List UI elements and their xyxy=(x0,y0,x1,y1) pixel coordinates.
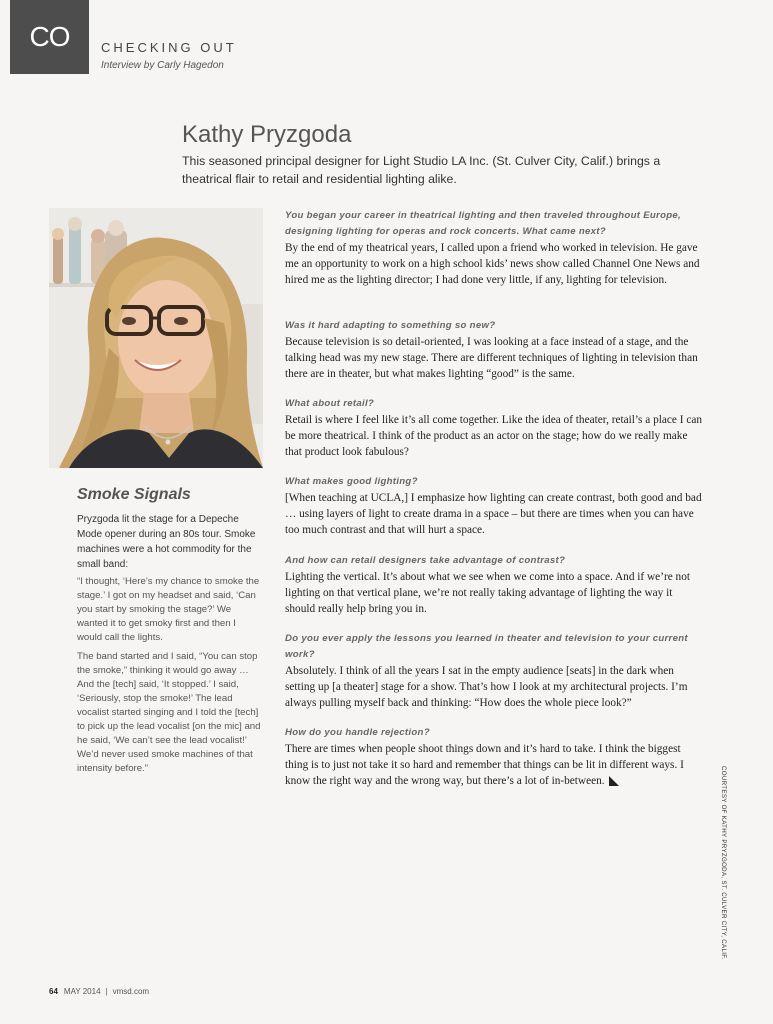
question: And how can retail designers take advantage of contrast? xyxy=(285,555,566,566)
answer: By the end of my theatrical years, I called upon a friend who worked in television. He gave me an opportunity to work on a high school kids’ news show called Channel One News and hired me as the lighting director; I had done very little, if any, lighting for television. xyxy=(285,242,700,286)
answer: Because television is so detail-oriented, I was looking at a face instead of a stage, and the talking head was my new stage. There are different techniques of lighting in television than there are in theater, but what makes lighting “good” is the same. xyxy=(285,336,698,380)
question: What about retail? xyxy=(285,398,375,409)
sidebar-paragraph-1: “I thought, ‘Here’s my chance to smoke the stage.’ I got on my headset and said, ‘Can you start by smoking the stage?’ We wanted it to get smoky first and then I would call the lights. xyxy=(77,576,260,643)
question: Was it hard adapting to something so new? xyxy=(285,320,496,331)
qa-item xyxy=(285,474,705,538)
end-mark-icon xyxy=(609,776,619,786)
answer: There are times when people shoot things down and it’s hard to take. I think the biggest thing is to just not take it so hard and remember that things can be lit in different ways. I know the right way and the wrong way, but there’s a lot of in-between. xyxy=(285,743,684,787)
photo-credit: COURTESY OF KATHY PRYZGODA, ST. CULVER CITY, CALIF. xyxy=(720,766,727,960)
answer: Retail is where I feel like it’s all come together. Like the idea of theater, retail’s a place I can be more theatrical. I think of the product as an actor on the stage; how do we really make that product look fabulous? xyxy=(285,414,703,458)
issue-date: MAY 2014 xyxy=(63,987,101,996)
question: You began your career in theatrical lighting and then traveled throughout Europe, designing lighting for operas and rock concerts. What came next? xyxy=(285,210,682,237)
question: Do you ever apply the lessons you learned in theater and television to your current work? xyxy=(285,633,688,660)
qa-item xyxy=(285,318,705,382)
qa-item xyxy=(285,208,705,288)
sidebar-title: Smoke Signals xyxy=(77,486,191,503)
article-title: Kathy Pryzgoda xyxy=(182,121,352,148)
question: What makes good lighting? xyxy=(285,476,418,487)
answer: Lighting the vertical. It’s about what we see when we come into a space. And if we’re not lighting on that vertical plane, we’re not really taking advantage of lighting the way it should really help bring you in. xyxy=(285,571,690,615)
portrait-image xyxy=(49,208,263,468)
sidebar-paragraph-2: The band started and I said, “You can stop the smoke,” thinking it would go away … And the [tech] said, ‘It stopped.’ I said, ‘Seriously, stop the smoke!’ The lead vocalist started singing and I told the [tech] to pick up the lead vocalist [on the mic] and he said, ‘We can’t see the lead vocalist!’ We’d never used smoke machines of that intensity before.” xyxy=(77,651,261,774)
page-number: 64 xyxy=(49,987,58,996)
page-footer xyxy=(49,987,149,996)
qa-item xyxy=(285,725,705,789)
byline: Interview by Carly Hagedon xyxy=(101,60,224,71)
site-link[interactable]: vmsd.com xyxy=(112,987,150,996)
answer-wrapper xyxy=(285,741,705,789)
article-deck: This seasoned principal designer for Light Studio LA Inc. (St. Culver City, Calif.) brings a theatrical flair to retail and residential lighting alike. xyxy=(182,154,661,186)
qa-item xyxy=(285,553,705,617)
answer: Absolutely. I think of all the years I sat in the empty audience [seats] in the dark when setting up [a theater] stage for a show. That’s how I look at my architectural projects. I’m always pulling myself back and thinking: “How does the whole piece look?” xyxy=(285,665,688,709)
qa-item xyxy=(285,396,705,460)
sidebar-lead: Pryzgoda lit the stage for a Depeche Mode opener during an 80s tour. Smoke machines were a hot commodity for the small band: xyxy=(77,514,256,570)
answer: [When teaching at UCLA,] I emphasize how lighting can create contrast, both good and bad … using layers of light to create drama in a space – but there are times when you can have too much contrast and that will hurt a space. xyxy=(285,492,702,536)
qa-item xyxy=(285,631,705,711)
section-tab: CO xyxy=(10,0,89,74)
footer-separator: | xyxy=(105,987,108,996)
question: How do you handle rejection? xyxy=(285,727,430,738)
portrait-photo xyxy=(49,208,263,468)
section-kicker: CHECKING OUT xyxy=(101,40,237,55)
